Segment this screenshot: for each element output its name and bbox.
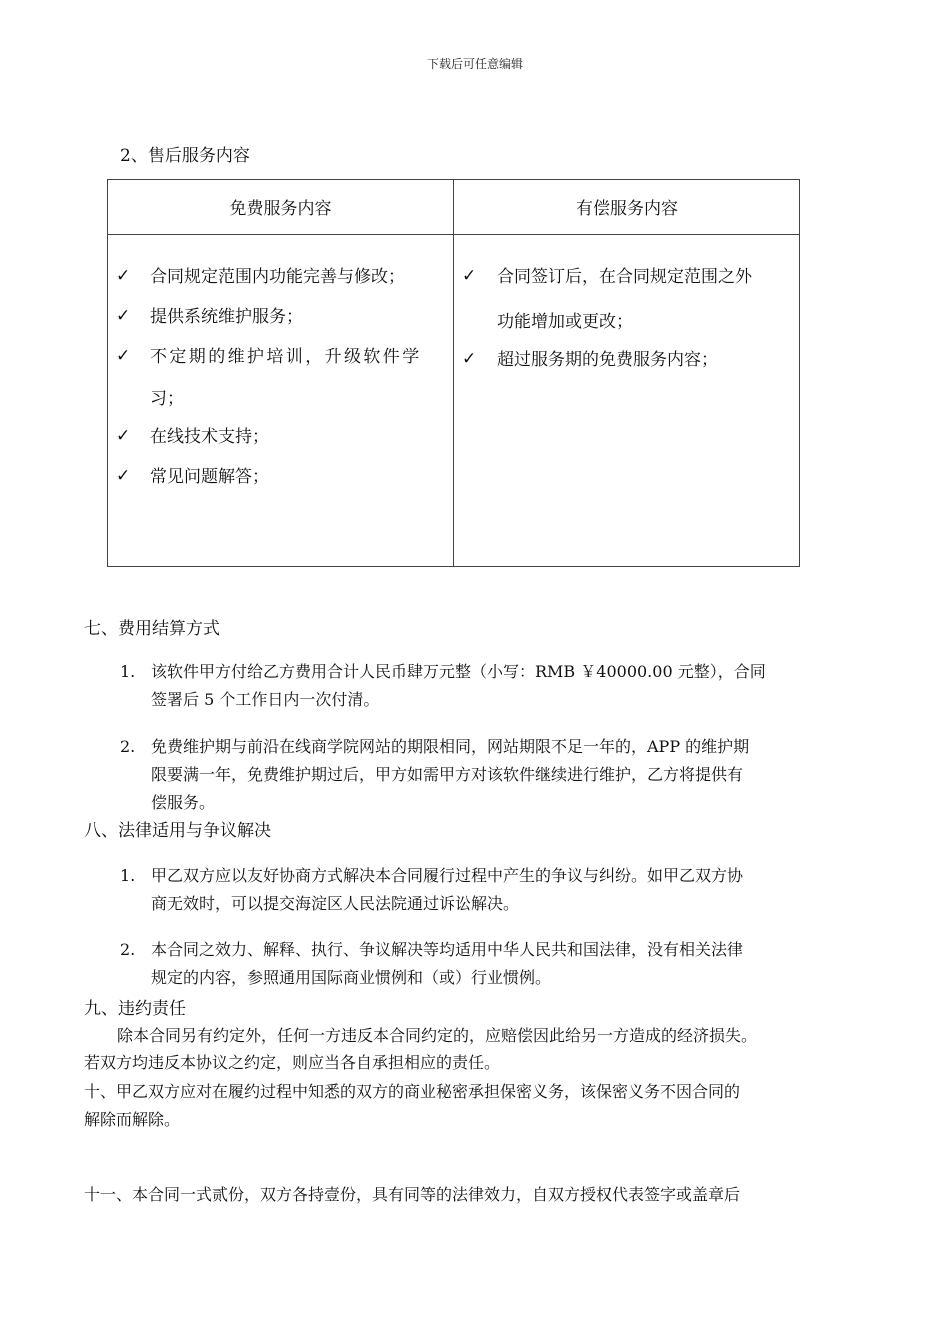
section-9-line: 若双方均违反本协议之约定，则应当各自承担相应的责任。 bbox=[84, 1053, 501, 1072]
section-10-line: 解除而解除。 bbox=[84, 1110, 181, 1129]
free-item: 合同规定范围内功能完善与修改； bbox=[150, 267, 405, 287]
list-number: 1. bbox=[120, 662, 136, 681]
check-icon: ✓ bbox=[462, 349, 477, 369]
paid-item-continued: 功能增加或更改； bbox=[497, 312, 633, 332]
free-item: 常见问题解答； bbox=[150, 467, 269, 487]
free-item: 不定期的维护培训，升级软件学 bbox=[150, 347, 422, 367]
table-divider-vertical bbox=[453, 180, 454, 566]
check-icon: ✓ bbox=[116, 266, 131, 286]
check-icon: ✓ bbox=[116, 466, 131, 486]
list-number: 2. bbox=[120, 737, 136, 756]
free-service-header: 免费服务内容 bbox=[229, 199, 332, 219]
section-11-line: 十一、本合同一式贰份，双方各持壹份，具有同等的法律效力，自双方授权代表签字或盖章后 bbox=[84, 1185, 741, 1204]
section-9-title: 九、违约责任 bbox=[84, 999, 186, 1019]
check-icon: ✓ bbox=[116, 306, 131, 326]
section-7-item-2-line: 免费维护期与前沿在线商学院网站的期限相同，网站期限不足一年的，APP 的维护期 bbox=[151, 737, 750, 756]
service-table bbox=[107, 179, 800, 567]
free-item-continued: 习； bbox=[150, 389, 184, 409]
list-number: 2. bbox=[120, 940, 136, 959]
section-8-item-2-line: 规定的内容，参照通用国际商业惯例和（或）行业惯例。 bbox=[151, 968, 552, 987]
section-9-line: 除本合同另有约定外，任何一方违反本合同约定的，应赔偿因此给另一方造成的经济损失。 bbox=[117, 1026, 758, 1045]
page-header-note: 下载后可任意编辑 bbox=[426, 57, 523, 71]
paid-item: 超过服务期的免费服务内容； bbox=[497, 350, 718, 370]
check-icon: ✓ bbox=[462, 266, 477, 286]
section-7-title: 七、费用结算方式 bbox=[84, 619, 220, 639]
section-10-line: 十、甲乙双方应对在履约过程中知悉的双方的商业秘密承担保密义务，该保密义务不因合同的 bbox=[84, 1082, 741, 1101]
section-7-item-1-line: 该软件甲方付给乙方费用合计人民币肆万元整（小写：RMB ￥40000.00 元整），合同 bbox=[151, 662, 766, 681]
section-8-item-1-line: 甲乙双方应以友好协商方式解决本合同履行过程中产生的争议与纠纷。如甲乙双方协 bbox=[151, 866, 744, 885]
free-item: 提供系统维护服务； bbox=[150, 307, 303, 327]
section-7-item-2-line: 偿服务。 bbox=[151, 793, 216, 812]
list-number: 1. bbox=[120, 866, 136, 885]
paid-item: 合同签订后，在合同规定范围之外 bbox=[497, 267, 752, 287]
section-7-item-1-line: 签署后 5 个工作日内一次付清。 bbox=[151, 690, 380, 709]
check-icon: ✓ bbox=[116, 346, 131, 366]
after-sales-title: 2、售后服务内容 bbox=[120, 146, 250, 166]
section-8-item-2-line: 本合同之效力、解释、执行、争议解决等均适用中华人民共和国法律，没有相关法律 bbox=[151, 940, 744, 959]
section-7-item-2-line: 限要满一年，免费维护期过后，甲方如需甲方对该软件继续进行维护，乙方将提供有 bbox=[151, 765, 744, 784]
free-item: 在线技术支持； bbox=[150, 427, 269, 447]
section-8-title: 八、法律适用与争议解决 bbox=[84, 821, 271, 841]
paid-service-header: 有偿服务内容 bbox=[576, 199, 678, 219]
check-icon: ✓ bbox=[116, 426, 131, 446]
table-divider-horizontal bbox=[108, 234, 799, 235]
section-8-item-1-line: 商无效时，可以提交海淀区人民法院通过诉讼解决。 bbox=[151, 894, 520, 913]
